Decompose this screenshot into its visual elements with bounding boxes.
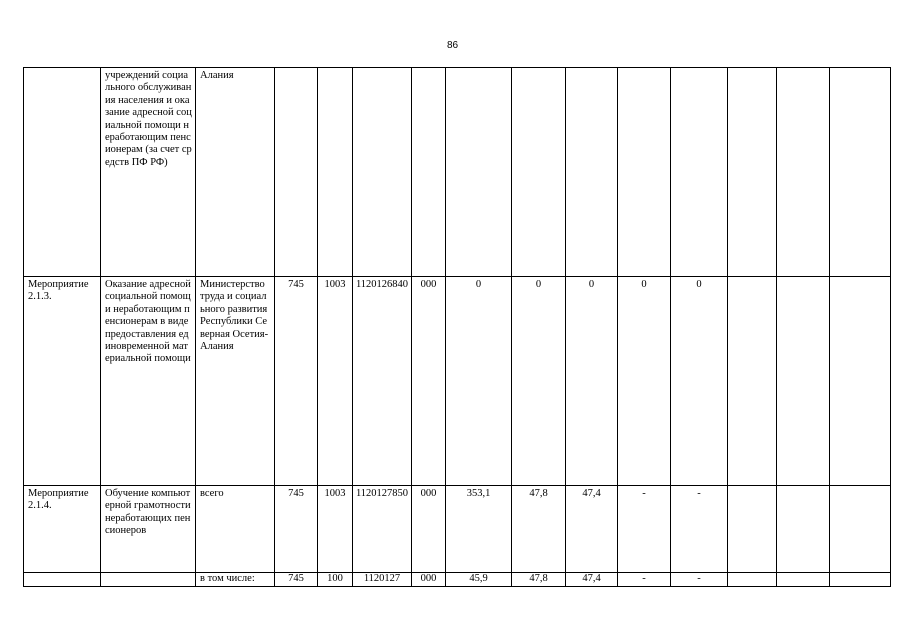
- table-cell-y2: 0: [566, 277, 618, 486]
- table-cell-csr: 1120127850: [353, 486, 412, 573]
- table-cell-y5: [728, 68, 777, 277]
- table-cell-y1: [512, 68, 566, 277]
- table-cell-rzpr: [318, 68, 353, 277]
- table-cell-y3: -: [618, 486, 671, 573]
- table-cell-y4: -: [671, 573, 728, 587]
- table-cell-y2: 47,4: [566, 486, 618, 573]
- table-cell-y1: 47,8: [512, 573, 566, 587]
- table-cell-executor: всего: [196, 486, 275, 573]
- table-cell-vr: 000: [412, 277, 446, 486]
- table-row: [24, 277, 891, 486]
- table-cell-y1: 0: [512, 277, 566, 486]
- table-cell-executor: Министерство труда и социального развития Республики Северная Осетия-Алания: [196, 277, 275, 486]
- budget-table: [23, 67, 891, 587]
- table-row: [24, 573, 891, 587]
- table-cell-measure: [24, 68, 101, 277]
- table-cell-y4: -: [671, 486, 728, 573]
- table-cell-rzpr: 1003: [318, 277, 353, 486]
- table-cell-grbs: 745: [275, 277, 318, 486]
- table-row: [24, 486, 891, 573]
- table-cell-vr: [412, 68, 446, 277]
- table-cell-rzpr: 1003: [318, 486, 353, 573]
- table-cell-y3: 0: [618, 277, 671, 486]
- table-cell-y7: [830, 277, 891, 486]
- table-cell-executor: Алания: [196, 68, 275, 277]
- table-cell-total: 353,1: [446, 486, 512, 573]
- table-cell-measure: Мероприятие 2.1.4.: [24, 486, 101, 573]
- table-cell-rzpr: 100: [318, 573, 353, 587]
- table-cell-y6: [777, 486, 830, 573]
- table-cell-y5: [728, 486, 777, 573]
- table-cell-y5: [728, 277, 777, 486]
- table-cell-measure: [24, 573, 101, 587]
- table-cell-csr: [353, 68, 412, 277]
- table-cell-name: [101, 573, 196, 587]
- table-cell-y3: -: [618, 573, 671, 587]
- table-cell-total: [446, 68, 512, 277]
- table-cell-total: 0: [446, 277, 512, 486]
- table-cell-csr: 1120127: [353, 573, 412, 587]
- table-cell-measure: Мероприятие 2.1.3.: [24, 277, 101, 486]
- table-cell-grbs: 745: [275, 486, 318, 573]
- table-cell-total: 45,9: [446, 573, 512, 587]
- table-cell-y6: [777, 277, 830, 486]
- table-cell-executor: в том числе:: [196, 573, 275, 587]
- table-cell-y2: 47,4: [566, 573, 618, 587]
- table-cell-grbs: [275, 68, 318, 277]
- table-cell-y3: [618, 68, 671, 277]
- table-row: [24, 68, 891, 277]
- table-cell-csr: 1120126840: [353, 277, 412, 486]
- table-cell-y2: [566, 68, 618, 277]
- table-cell-y4: [671, 68, 728, 277]
- table-cell-y7: [830, 486, 891, 573]
- table-cell-y6: [777, 68, 830, 277]
- table-cell-y4: 0: [671, 277, 728, 486]
- table-cell-y5: [728, 573, 777, 587]
- table-cell-y7: [830, 68, 891, 277]
- table-cell-vr: 000: [412, 573, 446, 587]
- table-cell-y7: [830, 573, 891, 587]
- table-cell-vr: 000: [412, 486, 446, 573]
- table-cell-name: учреждений социального обслуживания населения и оказание адресной социальной помощи неработающим пенсионерам (за счет средств ПФ РФ): [101, 68, 196, 277]
- table-cell-y1: 47,8: [512, 486, 566, 573]
- page-number: 86: [446, 40, 459, 51]
- table-cell-name: Обучение компьютерной грамотности неработающих пенсионеров: [101, 486, 196, 573]
- table-cell-name: Оказание адресной социальной помощи неработающим пенсионерам в виде предоставления единовременной материальной помощи: [101, 277, 196, 486]
- table-cell-y6: [777, 573, 830, 587]
- table-cell-grbs: 745: [275, 573, 318, 587]
